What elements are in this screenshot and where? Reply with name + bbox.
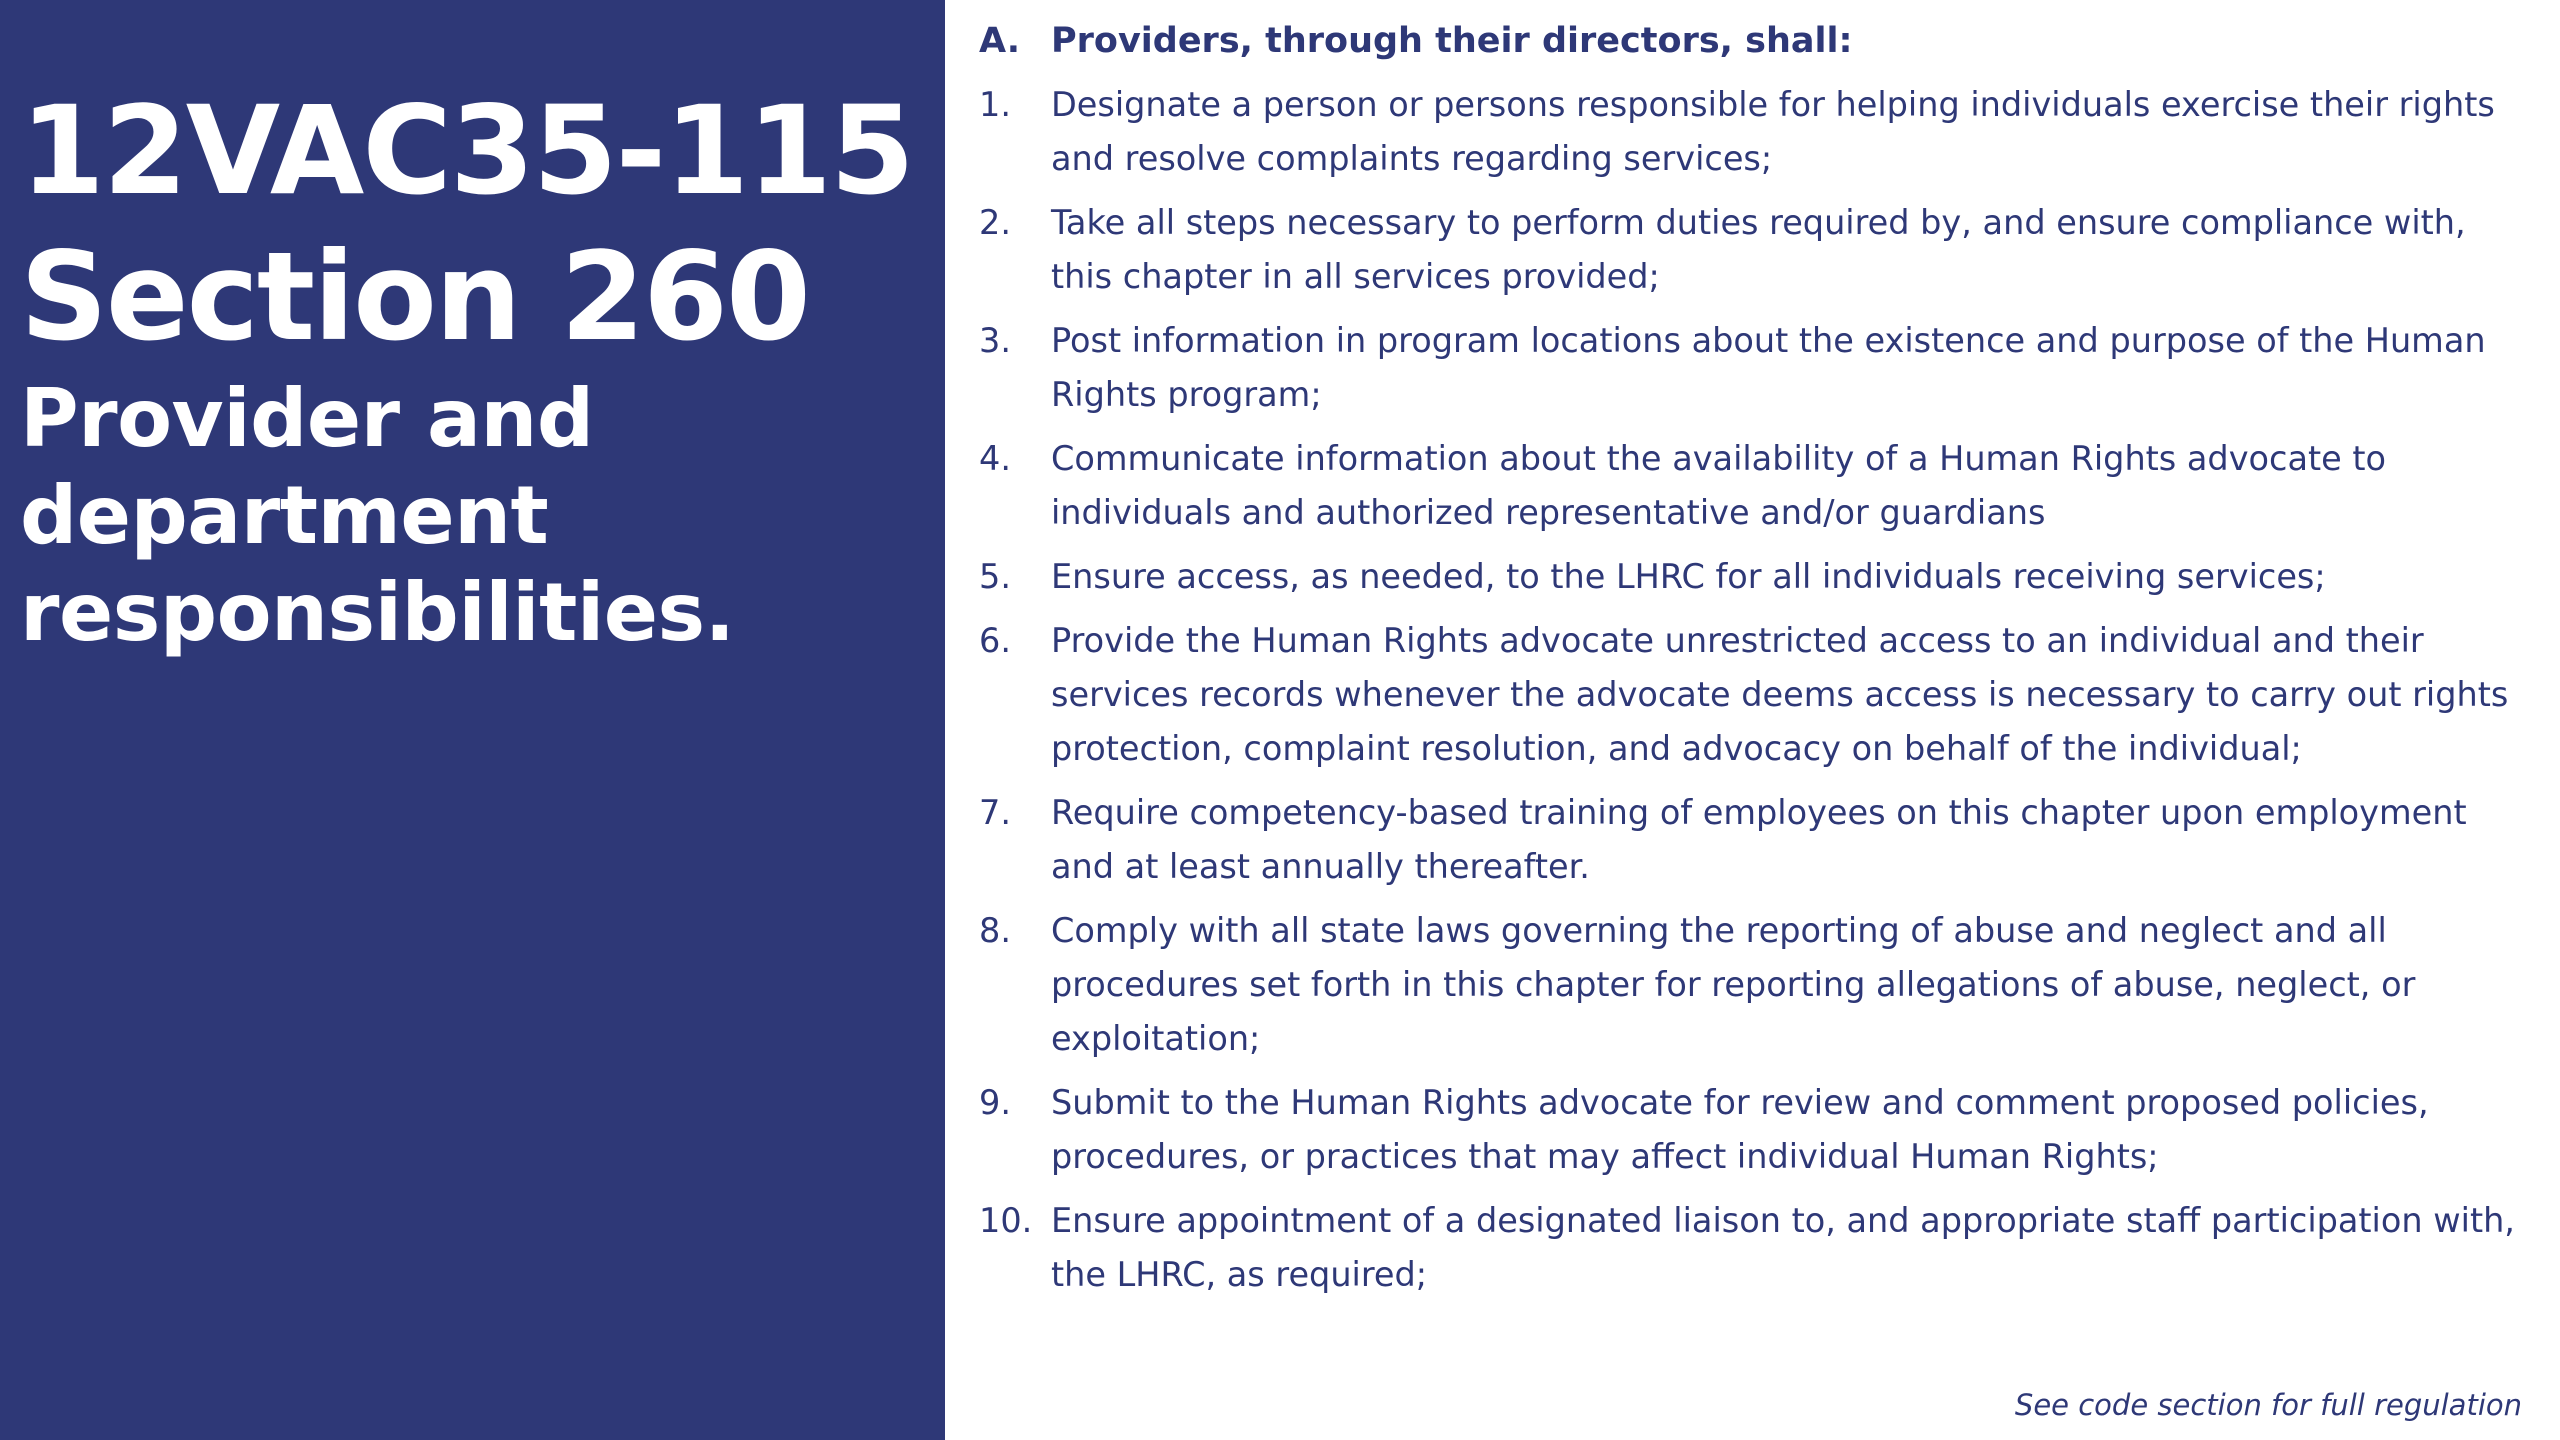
list-item [979,614,2520,776]
item-number: 8. [979,911,1011,950]
footnote: See code section for full regulation [2014,1388,2522,1422]
item-text: Require competency-based training of employees on this chapter upon employment and at least annually thereafter. [1051,793,2467,886]
section-heading-text: Providers, through their directors, shall: [1051,21,1853,61]
title-panel [0,0,945,1440]
list-item [979,1076,2520,1184]
section-heading [979,14,2520,68]
list-item [979,904,2520,1066]
section-subtitle: Provider and department responsibilities. [20,372,735,659]
item-text: Post information in program locations about the existence and purpose of the Human Rights program; [1051,321,2486,414]
item-text: Ensure access, as needed, to the LHRC for all individuals receiving services; [1051,557,2326,596]
list-item [979,78,2520,186]
item-text: Communicate information about the availability of a Human Rights advocate to individuals and authorized representative and/or guardians [1051,439,2386,532]
item-number: 4. [979,439,1011,478]
list-item [979,432,2520,540]
list-item [979,196,2520,304]
content-panel [945,0,2560,1440]
item-number: 10. [979,1201,1033,1240]
item-number: 6. [979,621,1011,660]
item-number: 1. [979,85,1011,124]
item-text: Ensure appointment of a designated liaison to, and appropriate staff participation with, the LHRC, as required; [1051,1201,2515,1294]
list-item [979,1194,2520,1302]
item-text: Designate a person or persons responsible for helping individuals exercise their rights and resolve complaints regarding services; [1051,85,2495,178]
code-title-line2: Section 260 [20,226,809,368]
item-number: 3. [979,321,1011,360]
item-text: Submit to the Human Rights advocate for review and comment proposed policies, procedures, or practices that may affect individual Human Rights; [1051,1083,2429,1176]
item-text: Comply with all state laws governing the reporting of abuse and neglect and all procedures set forth in this chapter for reporting allegations of abuse, neglect, or exploitation; [1051,911,2416,1058]
list-item [979,550,2520,604]
list-item [979,786,2520,894]
item-text: Take all steps necessary to perform duties required by, and ensure compliance with, this chapter in all services provided; [1051,203,2466,296]
requirements-list [979,78,2520,1302]
item-number: 5. [979,557,1011,596]
code-title-line1: 12VAC35-115 [20,80,913,222]
section-marker: A. [979,21,1021,61]
item-text: Provide the Human Rights advocate unrestricted access to an individual and their services records whenever the advocate deems access is necessary to carry out rights protection, complaint resolution, and advocacy on behalf of the individual; [1051,621,2509,768]
list-item [979,314,2520,422]
item-number: 9. [979,1083,1011,1122]
item-number: 2. [979,203,1011,242]
item-number: 7. [979,793,1011,832]
